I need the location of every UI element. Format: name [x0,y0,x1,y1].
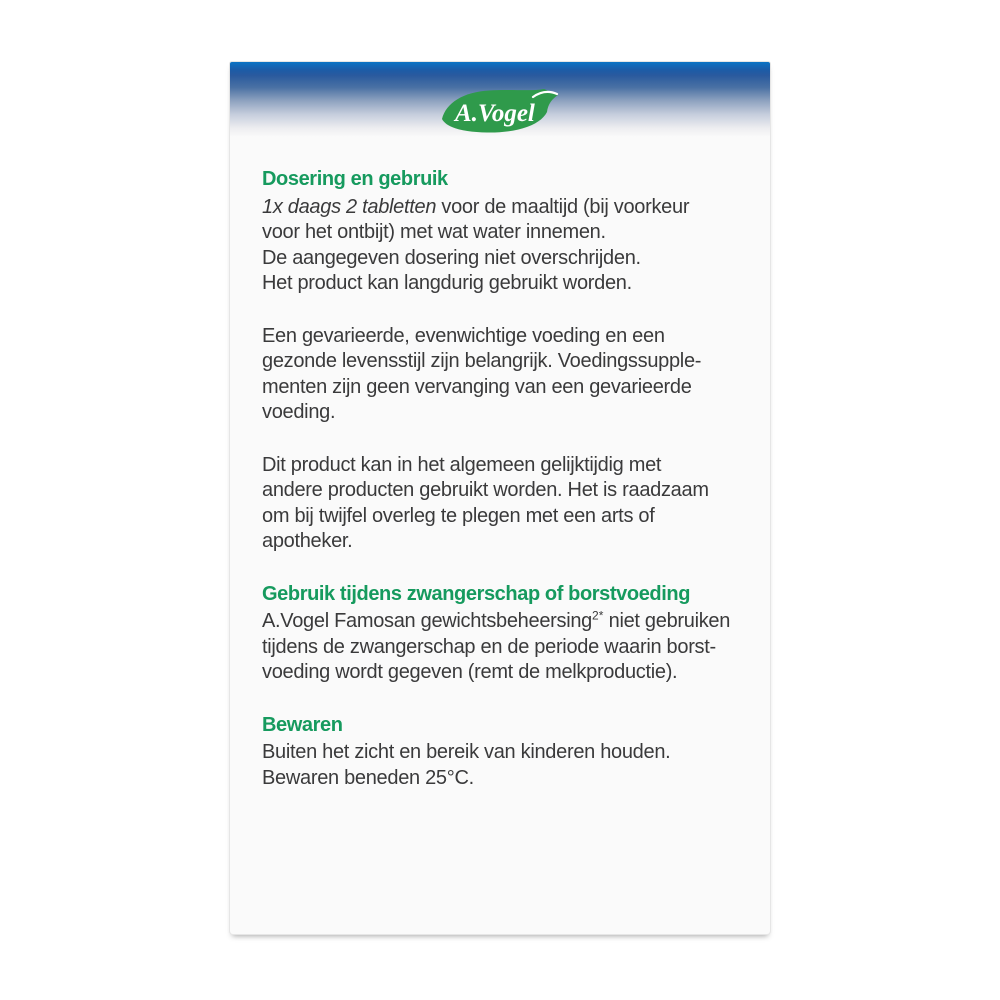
brand-banner [230,62,770,137]
dosage-line-2: voor het ontbijt) met wat water innemen. [262,221,606,243]
combination-advice-paragraph [262,453,744,555]
pregnancy-heading: Gebruik tijdens zwangerschap of borstvoeding [262,582,691,605]
product-box-back-panel [230,62,770,934]
pregnancy-line-3: voeding wordt gegeven (remt de melkproductie). [262,661,678,683]
combination-line-2: andere producten gebruikt worden. Het is raadzaam [262,479,709,501]
dosage-heading: Dosering en gebruik [262,168,448,190]
footnote-marker: 2* [592,608,604,623]
pregnancy-line-1-after: niet gebruiken [603,610,731,632]
combination-line-4: apotheker. [262,530,353,552]
storage-paragraph [262,740,744,791]
dosage-line-3: De aangegeven dosering niet overschrijden. [262,246,641,269]
pregnancy-line-1 [262,609,744,635]
nutrition-line-2: gezonde levensstijl zijn belangrijk. Voedingssupple- [262,350,702,372]
combination-line-1: Dit product kan in het algemeen gelijktijdig met [262,453,662,476]
pregnancy-line-2: tijdens de zwangerschap en de periode waarin borst- [262,635,716,658]
storage-heading: Bewaren [262,713,343,736]
nutrition-line-1: Een gevarieerde, evenwichtige voeding en een [262,324,665,347]
dosage-line-1-rest: voor de maaltijd (bij voorkeur [436,195,690,218]
nutrition-line-4: voeding. [262,401,336,423]
dosage-line-4: Het product kan langdurig gebruikt worden. [262,272,632,294]
dosage-italic-phrase: 1x daags 2 tabletten [262,195,437,218]
logo-text: A.Vogel [455,100,535,127]
leaf-icon [441,88,559,134]
combination-line-3: om bij twijfel overleg te plegen met een arts of [262,504,655,527]
pregnancy-paragraph [262,609,744,686]
pregnancy-line-1-before: A.Vogel Famosan gewichtsbeheersing [262,610,593,632]
nutrition-line-3: menten zijn geen vervanging van een gevarieerde [262,375,692,398]
dosage-line-1 [262,195,744,221]
storage-line-1: Buiten het zicht en bereik van kinderen houden. [262,741,671,763]
label-text-content [230,167,770,791]
storage-line-2: Bewaren beneden 25°C. [262,766,474,789]
avogel-logo [441,88,559,134]
nutrition-advice-paragraph [262,324,744,426]
dosage-paragraph [262,195,744,297]
